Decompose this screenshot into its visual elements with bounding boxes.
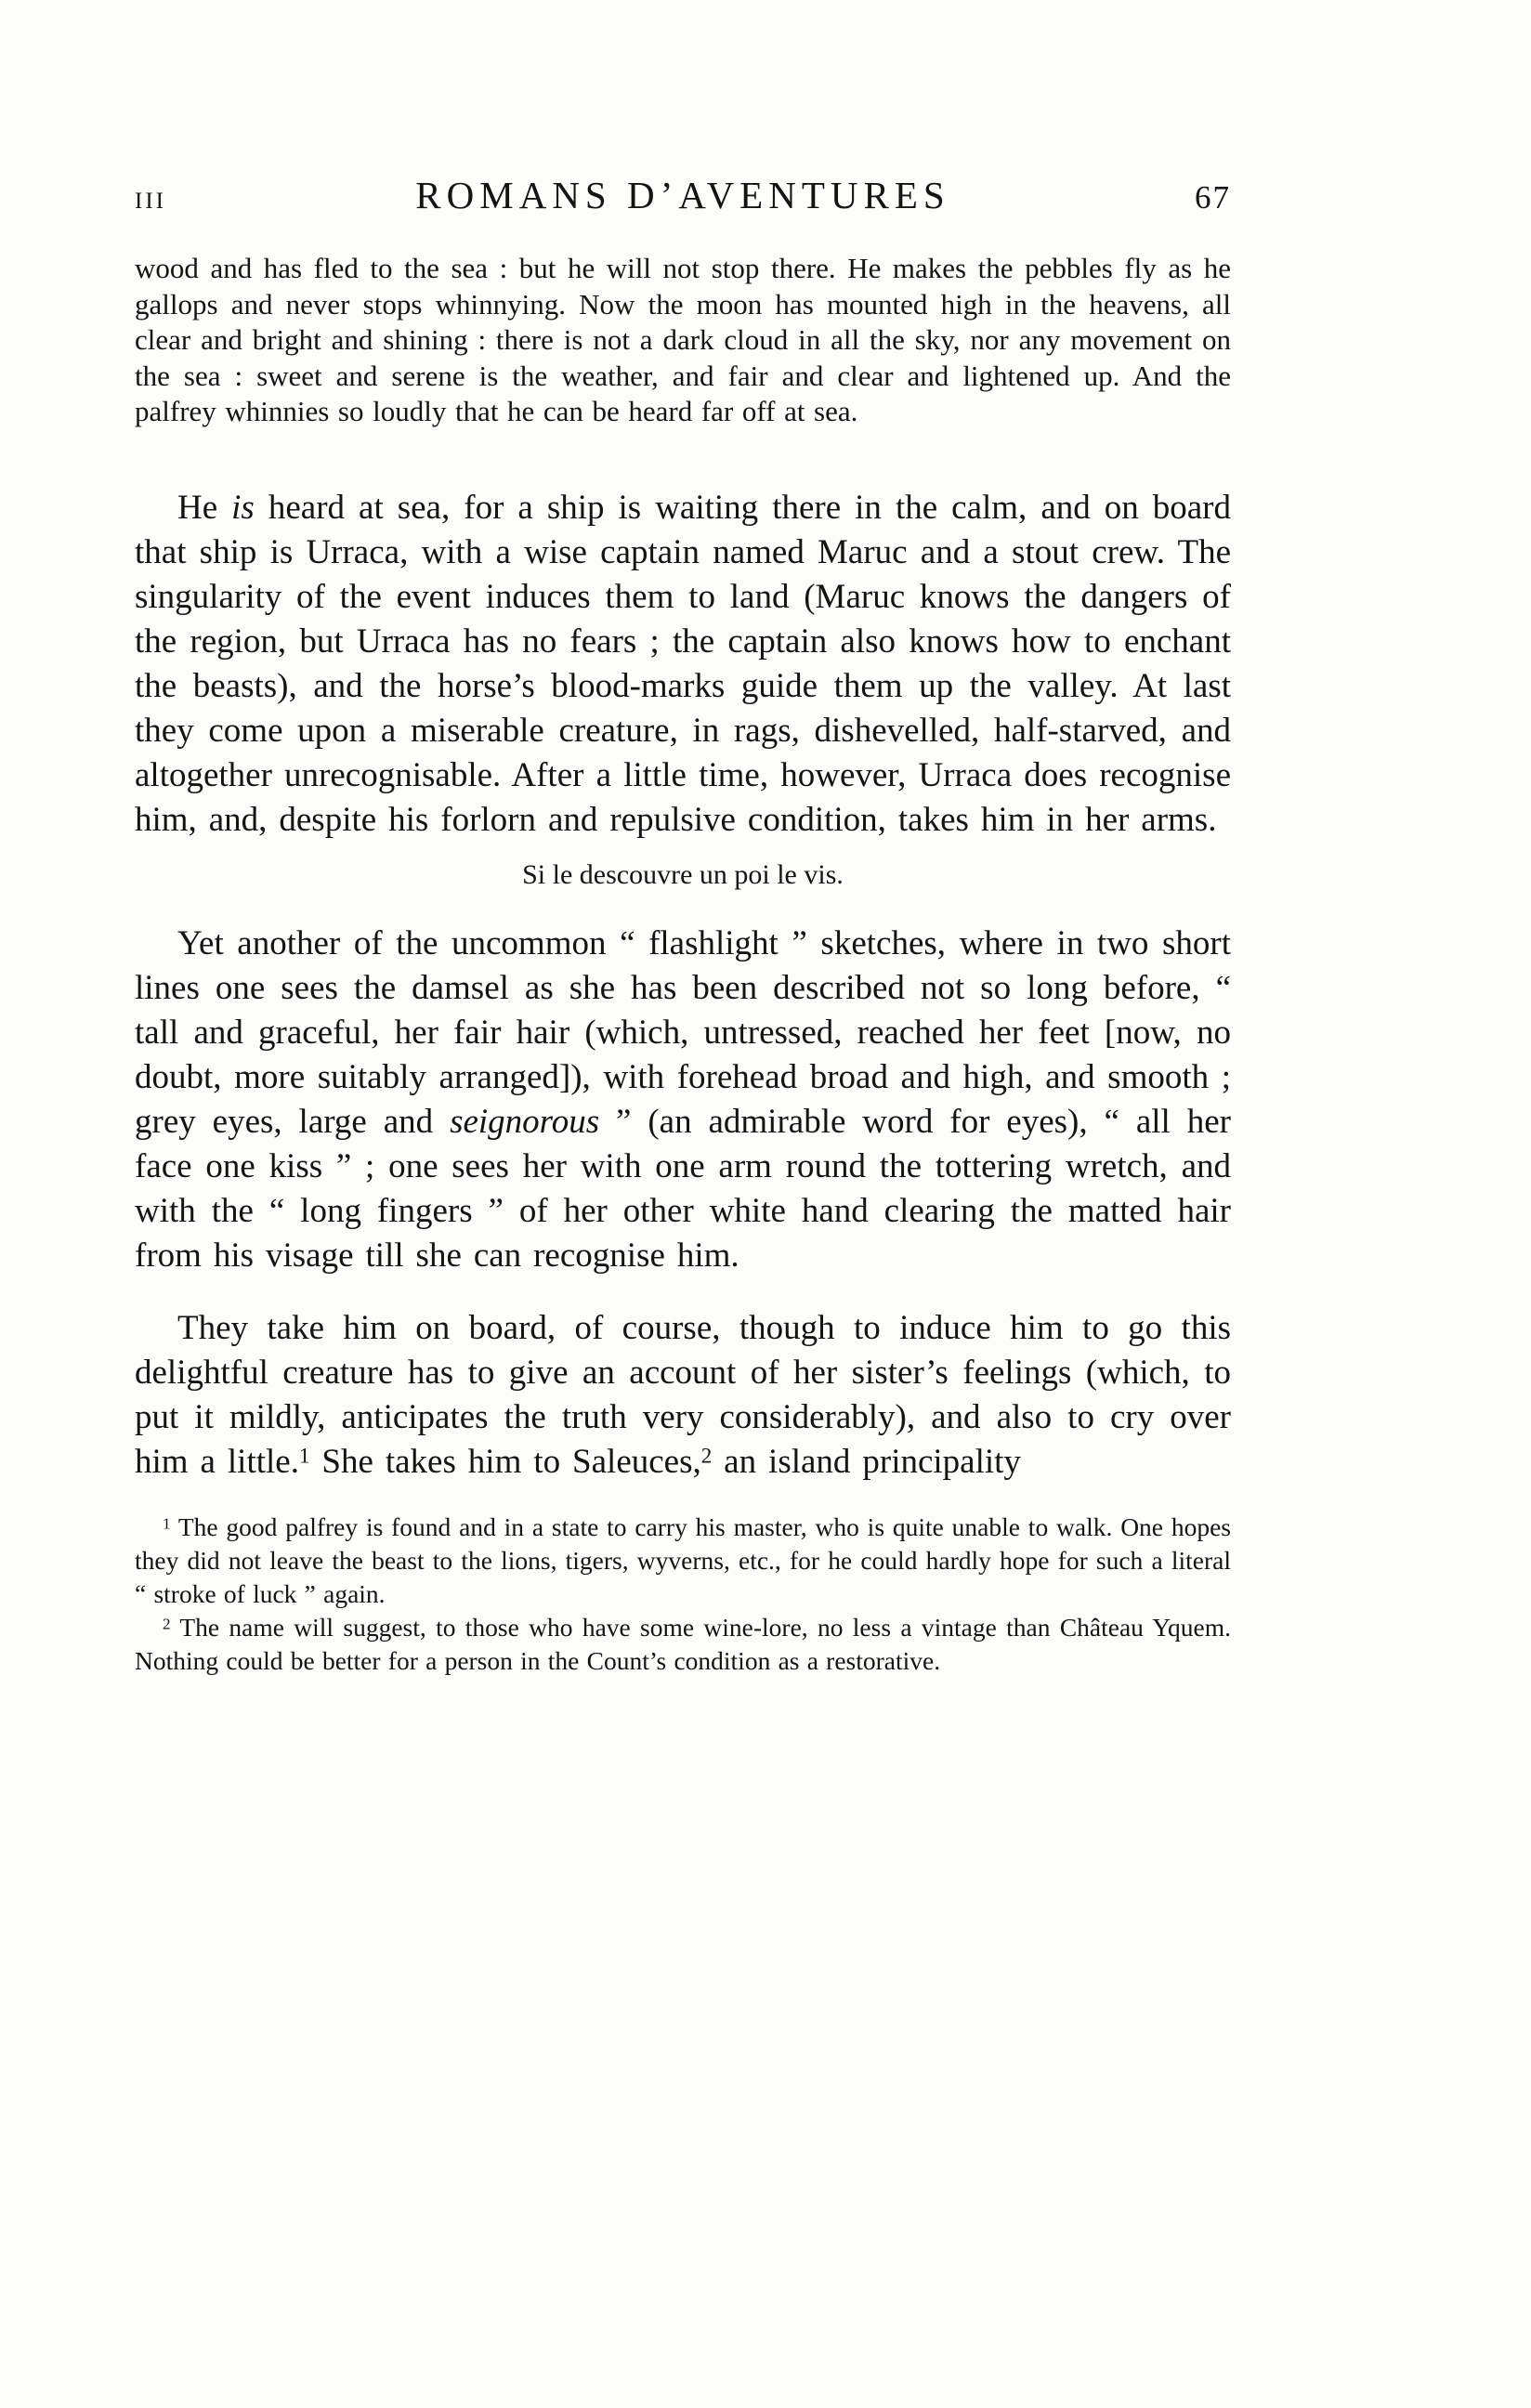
footnote: $^2$ The name will suggest, to those who have some wine-lore, no less a vintage than Château Yquem. Nothing could be better for a person in the Count’s condition as a restorative. bbox=[135, 1612, 1231, 1675]
paragraph: Yet another of the uncommon “ flashlight ” sketches, where in two short lines one sees the damsel as she has been described not so long before, “ tall and graceful, her fair hair (which, untressed, reached her feet [now, no doubt, more suitably arranged]), with forehead broad and high, and smooth ; grey eyes, large and seignorous ” (an admirable word for eyes), “ all her face one kiss ” ; one sees her with one arm round the tottering wretch, and with the “ long fingers ” of her other white hand clearing the matted hair from his visage till she can recognise him. bbox=[135, 923, 1231, 1275]
paragraph: They take him on board, of course, though to induce him to go this delightful creature has to give an account of her sister’s feelings (which, to put it mildly, anticipates the truth very considerably), and also to cry over him a little.$^1$ She takes him to Saleuces,$^2$ an island principality bbox=[135, 1308, 1231, 1481]
footnote: $^1$ The good palfrey is found and in a state to carry his master, who is quite unable to walk. One hopes they did not leave the beast to the lions, tigers, wyverns, etc., for he could hardly hope for such a literal “ stroke of luck ” again. bbox=[135, 1512, 1231, 1608]
verse-quote: Si le descouvre un poi le vis. bbox=[522, 858, 844, 890]
running-title: ROMANS D’AVENTURES bbox=[415, 174, 950, 216]
running-head bbox=[135, 173, 1231, 217]
page-number: 67 bbox=[1195, 179, 1231, 216]
chapter-number: III bbox=[135, 189, 166, 214]
text-block bbox=[135, 251, 1231, 1678]
paragraph: He is heard at sea, for a ship is waiting there in the calm, and on board that ship is Urraca, with a wise captain named Maruc and a stout crew. The singularity of the event induces them to land (Maruc knows the dangers of the region, but Urraca has no fears ; the captain also knows how to enchant the beasts), and the horse’s blood-marks guide them up the valley. At last they come upon a miserable creature, in rags, dishevelled, half-starved, and altogether unrecognisable. After a little time, however, Urraca does recognise him, and, despite his forlorn and repulsive condition, takes him in her arms. bbox=[135, 488, 1232, 839]
paragraph-continuation: wood and has fled to the sea : but he will not stop there. He makes the pebbles fly as he gallops and never stops whinnying. Now the moon has mounted high in the heavens, all clear and bright and shining : there is not a dark cloud in all the sky, nor any movement on the sea : sweet and serene is the weather, and fair and clear and lightened up. And the palfrey whinnies so loudly that he can be heard far off at sea. bbox=[135, 252, 1231, 427]
footnotes-section bbox=[135, 1511, 1231, 1678]
